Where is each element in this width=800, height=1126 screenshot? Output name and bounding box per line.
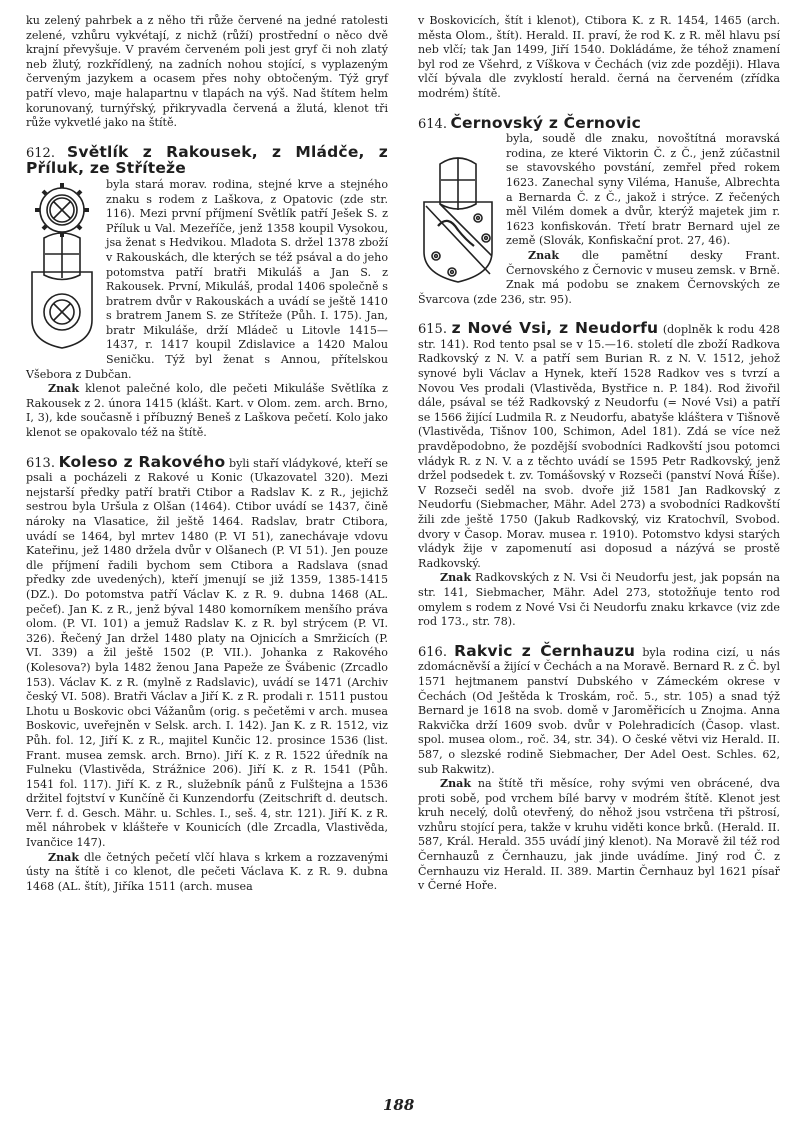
lion-bend-roses-helmet-crest-icon <box>418 134 498 289</box>
entry-paragraph <box>26 452 388 851</box>
entry-heading <box>26 142 389 178</box>
family-name: Rakvic z Černhauzu <box>454 641 636 660</box>
znak-paragraph <box>26 851 388 895</box>
znak-label: Znak <box>48 382 80 396</box>
family-name: Černovský z Černovic <box>450 113 642 132</box>
family-name: Koleso z Rakového <box>58 452 226 471</box>
entry-body: byla stará morav. rodina, stejné krve a stejného znaku s rodem z Laškova, z Opatovic (zde str. 116). Mezi první příjmení Světlík patří Ješek S. z Příluk u Val. Mezeříče, jenž 1358 koupil Vysokou, jsa ženat s Hedvikou. Mladota S. držel 1378 zboží v Rakouskách, dle kterých se též psával a do jeho potomstva patří bratři Mikuláš a Jan S. z Rakousek. První, Mikuláš, prodal 1406 společně s bratrem dvůr v Rakouskách a uvádí se ještě 1410 s bratrem Janem S. ze Stříteže (Půh. I. 175). Jan, bratr Mikuláše, drží Mládeč u Litovle 1415—1437, r. 1417 koupil Zdislavice a 1420 Malou Seničku. Týž byl ženat s Annou, přítelskou Všebora z Dubčan. <box>26 177 388 381</box>
entry-paragraph <box>418 641 781 777</box>
family-name: z Nové Vsi, z Neudorfu <box>451 319 659 338</box>
znak-label: Znak <box>440 777 472 791</box>
znak-text: dle četných pečetí vlčí hlava s krkem a rozzavenými ústy na štítě i co klenot, dle pečeti Václava K. z R. 9. dubna 1468 (AL. štít), Jiříka 1511 (arch. musea <box>26 850 389 893</box>
entry-number: 616. <box>418 644 447 660</box>
znak-text: na štítě tři měsíce, rohy svými ven obrácené, dva proti sobě, pod vrchem bílé barvy v modrém štítě. Klenot jest kruh necelý, dolů otevřený, do něhož jsou vstrčena tři pštrosí, vzhůru stojící pera, takže v kruhu viděti konce brků. (Herald. II. 587, Král. Herald. 355 uvádí jiný klenot). Na Moravě žil též rod Černhauzů z Černhauzu, jak jinde uvádíme. Jiný rod Č. z Černhauzu viz Herald. II. 389. Martin Černhauz byl 1621 písař v Černé Hoře. <box>418 777 780 893</box>
entry-612 <box>26 142 389 441</box>
entry-number: 612. <box>26 145 55 161</box>
entry-number: 614. <box>418 116 447 132</box>
znak-label: Znak <box>48 850 80 864</box>
znak-label: Znak <box>440 571 472 585</box>
entry-number: 613. <box>26 455 55 471</box>
entry-616 <box>418 641 781 894</box>
entry-body: byla rodina cizí, u nás zdomácněvší a žijící v Čechách a na Moravě. Bernard R. z Č. byl 1571 hejtmanem panství Dubského v Zámeckém okrese v Čechách (Od Ještěda k Troskám, roč. 5., str. 105) a snad týž Bernard je 1618 na svob. domě v Jaroměřicích u Znojma. Anna Rakvička drží 1609 svob. dvůr v Polehradicích (Časop. vlast. spol. musea olom., roč. 34, str. 34). O české větvi viz Herald. II. 587, o slezské rodině Siebmacher, Der Adel Oest. Schles. 62, sub Rakwitz). <box>418 645 781 776</box>
znak-paragraph <box>418 571 780 629</box>
entry-614 <box>418 113 780 308</box>
right-column <box>418 14 780 894</box>
continuation-text: v Boskovicích, štít i klenot), Ctibora K. z R. 1454, 1465 (arch. města Olom., štít). Herald. II. praví, že rod K. z R. měl hlavu psí neb vlčí; tak Jan 1499, Jiří 1540. Dokládáme, že téhož znamení byl rod ze Všehrd, z Víškova v Čechách (viz zde později). Hlava vlčí bývala dle zvyklostí herald. černá na červeném (zřídka modrém) štítě. <box>418 14 780 100</box>
left-column <box>26 14 388 894</box>
entry-number: 615. <box>418 322 447 338</box>
znak-text: klenot palečné kolo, dle pečeti Mikuláše Světlíka z Rakousek z 2. února 1415 (klášt. Kart. v Olom. zem. arch. Brno, I, 3), kde současně i příbuzný Beneš z Laškova pečetí. Kolo jako klenot se opakovalo též na štítě. <box>26 382 388 440</box>
entry-body: byla, soudě dle znaku, novoštítná moravská rodina, ze které Viktorin Č. z Č., jenž zúčastnil se stavovského povstání, zemřel před rokem 1623. Zanechal syny Viléma, Hanuše, Albrechta a Bernarda Č. z Č., jakož i strýce. Z řečených měl Vilém domek a dvůr, kterýž majetek jim r. 1623 konfiskován. Třetí bratr Bernard ujel ze země (Slovák, Konfiskační prot. 27, 46). <box>506 132 780 248</box>
entry-body: byli staří vládykové, kteří se psali a pocházeli z Rakové u Konic (Ukazovatel 320). Mezi nejstarší předky patří bratři Ctibor a Radslav K. z R., jejichž sestrou byla Uršula z Olšan (1464). Ctibor uvádí se 1437, čině nároky na Vlasatice, žil ještě 1464. Radslav, bratr Ctibora, uvádí se 1464, byl mrtev 1480 (P. VI 51), zanechávaje vdovu Kateřinu, jež 1480 držela dvůr v Olšanech (P. VI 51). Jen pouze dle příjmení řadili bychom sem Ctibora a Radslava (snad předky zde uvedených), kteří jmenují se již 1359, 1385-1415 (DZ.). Do potomstva patří Václav K. z R. 9. dubna 1468 (AL. pečeť). Jan K. z R., jenž býval 1480 komorníkem menšího práva olom. (P. VI. 101) a jemuž Radslav K. z R. byl strýcem (P. VI. 326). Řečený Jan držel 1480 platy na Ojnicích a Smržicích (P. VI. 339) a žil ještě 1502 (P. VII.). Johanka z Rakového (Kolesova?) byla 1482 ženou Jana Papeže ze Švábenic (Zrcadlo 153). Václav K. z R. (mylně z Radslavic), uvádí se 1471 (Archiv český VI. 508). Bratři Václav a Jiří K. z R. prodali r. 1511 pustou Lhotu u Boskovic obci Vážanům (orig. s pečetěmi v arch. musea Boskovic, uveřejněn v Selsk. arch. I. 142). Jan K. z R. 1512, viz Půh. fol. 12, Jiří K. z R., majitel Kunčic 12. prosince 1536 (list. Frant. musea zemsk. arch. Brno). Jiří K. z R. 1522 úředník na Fulneku (Vlastivěda, Strážnice 206). Jiří K. z R. 1541 (Půh. 1541 fol. 117). Jiří K. z R., služebník pánů z Fulštejna a 1536 držitel fojtství v Kunčíně či Kunzendorfu (Zeitschrift d. deutsch. Verr. f. d. Gesch. Mähr. u. Schles. I., seš. 4, str. 121). Jiří K. z R. měl náhrobek v klášteře v Kounicích (dle Zrcadla, Vlastivěda, Ivančice 147). <box>26 456 388 850</box>
continuation-text: ku zelený pahrbek a z něho tři růže červené na jedné ratolesti zelené, vzhůru vykvétají, z nichž (růží) prostřední o něco dvě krajní převyšuje. V pravém červeném poli jest gryf či noh zlatý neb žlutý, rozkřídlený, na zadních nohou stojící, s vyplazeným červeným jazykem a ocasem přes nohy obtočeným. Týž gryf patří vlevo, maje halapartnu v tlapách na výš. Nad štítem helm korunovaný, turnýřský, přikryvadla červená a žlutá, klenot tři růže vykvetlé jako na štítě. <box>26 14 388 130</box>
znak-text: dle pamětní desky Frant. Černovského z Černovic v museu zemsk. v Brně. Znak má podobu se znakem Černovských ze Švarcova (zde 236, str. 95). <box>418 248 780 306</box>
entry-613 <box>26 452 389 895</box>
entry-body: (doplněk k rodu 428 str. 141). Rod tento psal se v 15.—16. století dle zboží Radkova Radkovský z N. V. a patří sem Burian R. z N. V. 1512, jehož synové byli Václav a Hynek, kteří 1528 Radkov ves s tvrzí a Novou Ves prodali (Vlastivěda, Bystřice n. P. 184). Rod živořil dále, psával se též Radkovský z Neudorfu (= Nové Vsi) a patří se 1566 žijící Ludmila R. z Neudorfu, abatyše kláštera v Tišnově (Vlastivěda, Tišnov 100, Schimon, Adel 181). Zdá se více než pravděpodobno, že pozdější svobodníci Radkovští jsou potomci vládyk R. z N. V. a z těchto uvádí se 1595 Petr Radkovský, jenž držel podsedek t. zv. Tomášovský v Rozseči (panství Nová Říše). V Rozseči seděl na svob. dvoře již 1581 Jan Radkovský z Neudorfu (Siebmacher, Mähr. Adel 273) a svobodníci Radkovští žili zde ještě 1750 (Jakub Radkovský, viz Kratochvíl, Svobod. dvory v Časop. Morav. musea r. 1910). Potomstvo kdysi starých vládyk žije v zapomenutí asi doposud a názývá se prostě Radkovský. <box>418 323 780 570</box>
znak-paragraph <box>26 382 388 440</box>
znak-text: Radkovských z N. Vsi či Neudorfu jest, jak popsán na str. 141, Siebmacher, Mähr. Adel 273, stotožňuje tento rod omylem s rodem z Nové Vsi či Neudorfu znaku krkavce (viz zde rod 173., str. 78). <box>418 571 780 629</box>
znak-paragraph <box>418 777 780 894</box>
entry-615 <box>418 321 780 629</box>
gear-wheel-helmet-crest-icon <box>26 180 98 355</box>
znak-label: Znak <box>528 248 560 262</box>
family-name: Světlík z Rakousek, z Mládče, z Příluk, ze Stříteže <box>26 142 389 178</box>
entry-paragraph <box>418 321 780 571</box>
page-number: 188 <box>383 1096 415 1114</box>
entry-heading <box>418 113 780 133</box>
